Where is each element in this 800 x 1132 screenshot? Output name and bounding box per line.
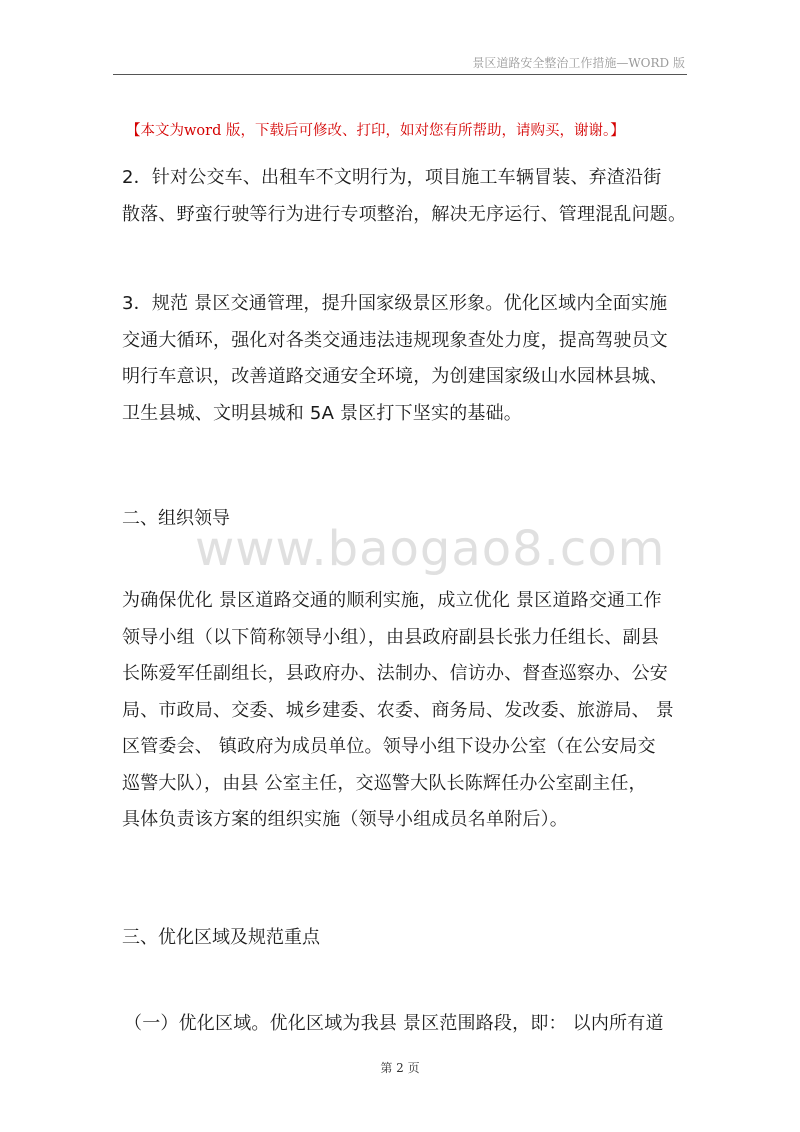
- text-line: 卫生县城、文明县城和 5A 景区打下坚实的基础。: [122, 402, 523, 424]
- section-heading-area: 三、优化区域及规范重点: [122, 927, 320, 948]
- text-line: 局、市政局、交委、城乡建委、农委、商务局、发改委、旅游局、 景: [122, 699, 674, 721]
- header-divider: [113, 74, 687, 75]
- text-line: 散落、野蛮行驶等行为进行专项整治，解决无序运行、管理混乱问题。: [122, 203, 687, 225]
- page-number: 第 2 页: [380, 1061, 420, 1075]
- text-line: 领导小组（以下简称领导小组），由县政府副县长张力任组长、副县: [122, 626, 659, 648]
- paragraph-item-2: [122, 160, 692, 233]
- text-line: 巡警大队），由县 公室主任，交巡警大队长陈辉任办公室副主任，: [122, 772, 647, 794]
- paragraph-area: [124, 1006, 694, 1043]
- text-line: 具体负责该方案的组织实施（领导小组成员名单附后）。: [122, 809, 568, 830]
- text-line: 明行车意识，改善道路交通安全环境，为创建国家级山水园林县城、: [122, 366, 668, 387]
- text-line: 长陈爱军任副组长，县政府办、法制办、信访办、督查巡察办、公安: [122, 663, 668, 684]
- text-line: 交通大循环，强化对各类交通违法违规现象查处力度，提高驾驶员文: [122, 329, 668, 351]
- paragraph-leadership: [122, 583, 692, 839]
- text-line: 为确保优化 景区道路交通的顺利实施，成立优化 景区道路交通工作: [122, 590, 662, 611]
- paragraph-item-3: [122, 286, 692, 432]
- text-line: 2．针对公交车、出租车不文明行为，项目施工车辆冒装、弃渣沿街: [122, 167, 662, 188]
- document-header-title: 景区道路安全整治工作措施—WORD 版: [472, 56, 685, 70]
- watermark: www.baogao8.com: [195, 521, 666, 577]
- text-line: （一）优化区域。优化区域为我县 景区范围路段，即： 以内所有道: [124, 1013, 664, 1034]
- text-line: 3．规范 景区交通管理，提升国家级景区形象。优化区域内全面实施: [122, 293, 668, 314]
- section-heading-organization: 二、组织领导: [122, 508, 230, 529]
- text-line: 区管委会、 镇政府为成员单位。领导小组下设办公室（在公安局交: [122, 736, 656, 757]
- purchase-notice: 【本文为word 版，下载后可修改、打印，如对您有所帮助，请购买，谢谢。】: [126, 123, 625, 139]
